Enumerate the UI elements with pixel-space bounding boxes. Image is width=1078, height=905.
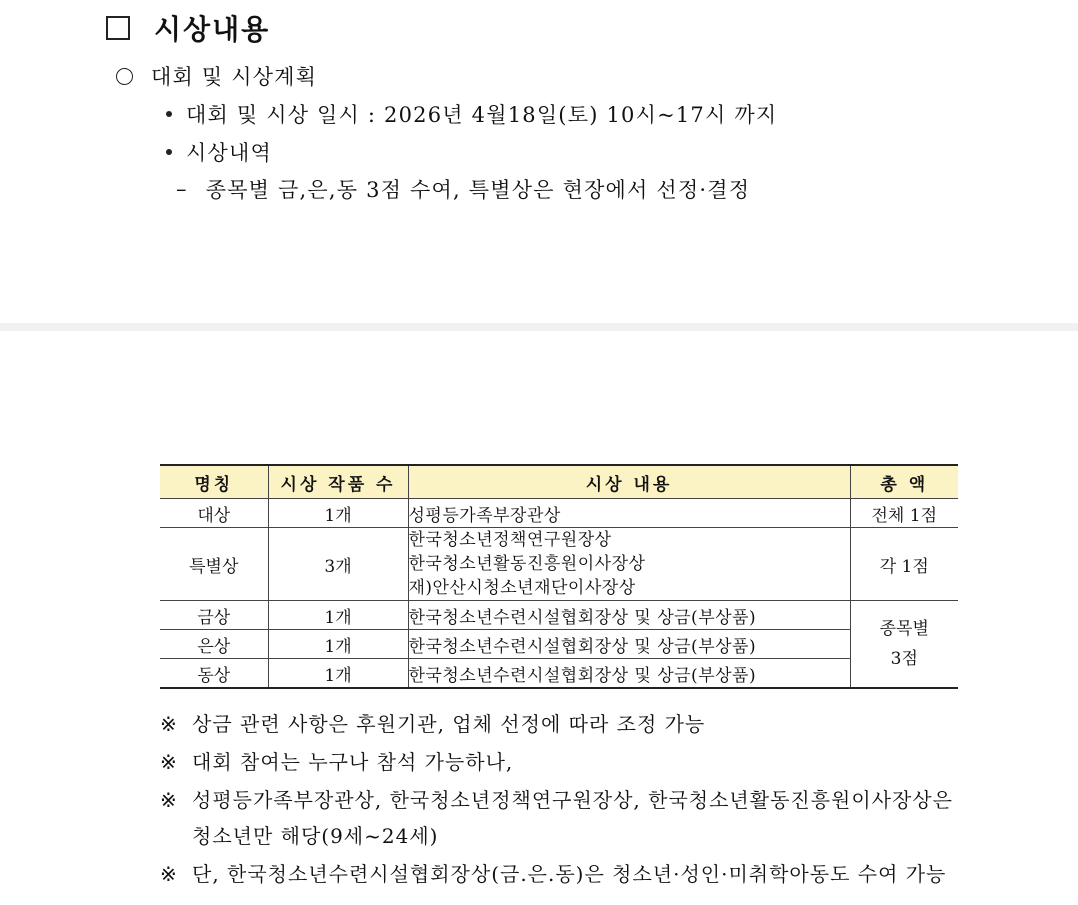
note-2	[160, 746, 513, 775]
note-4	[160, 858, 946, 887]
table-row	[160, 528, 958, 601]
table-row	[160, 499, 958, 528]
reference-mark-icon: ※	[160, 862, 178, 886]
bullet-text: 시상내역	[186, 141, 272, 165]
dash-line	[176, 175, 750, 203]
award-name: 은상	[160, 630, 268, 659]
award-total: 각 1점	[850, 528, 958, 601]
award-count: 1개	[268, 601, 408, 630]
section-title: 시상내용	[154, 13, 271, 46]
circle-bullet-icon	[116, 68, 133, 85]
note-3	[160, 784, 953, 813]
award-name: 금상	[160, 601, 268, 630]
award-total: 전체 1점	[850, 499, 958, 528]
header-content: 시상 내용	[408, 465, 850, 499]
square-bullet-icon	[106, 16, 130, 40]
award-content	[408, 528, 850, 601]
dash-text: 종목별 금,은,동 3점 수여, 특별상은 현장에서 선정·결정	[205, 178, 751, 202]
award-count: 3개	[268, 528, 408, 601]
subtitle: 대회 및 시상계획	[151, 65, 318, 89]
reference-mark-icon: ※	[160, 788, 178, 812]
award-content-line: 재)안산시청소년재단이사장상	[408, 578, 636, 598]
subtitle-line	[116, 62, 317, 90]
note-text: 청소년만 해당(9세~24세)	[192, 824, 439, 848]
bullet-line-2	[166, 138, 272, 166]
dot-bullet-icon	[166, 149, 172, 155]
page-divider	[0, 323, 1078, 331]
award-count: 1개	[268, 630, 408, 659]
reference-mark-icon: ※	[160, 750, 178, 774]
dot-bullet-icon	[166, 111, 172, 117]
table-row	[160, 601, 958, 630]
award-content: 한국청소년수련시설협회장상 및 상금(부상품)	[408, 601, 850, 630]
note-text: 대회 참여는 누구나 참석 가능하나,	[192, 750, 514, 774]
bullet-line-1	[166, 100, 777, 128]
section-heading	[106, 8, 270, 48]
note-text: 성평등가족부장관상, 한국청소년정책연구원장상, 한국청소년활동진흥원이사장상은	[192, 788, 953, 812]
table-row	[160, 630, 958, 659]
note-text: 단, 한국청소년수련시설협회장상(금.은.동)은 청소년·성인·미취학아동도 수여 가능	[192, 862, 947, 886]
table-row	[160, 659, 958, 689]
header-name: 명칭	[160, 465, 268, 499]
award-name: 동상	[160, 659, 268, 689]
award-name: 대상	[160, 499, 268, 528]
header-count: 시상 작품 수	[268, 465, 408, 499]
award-content: 한국청소년수련시설협회장상 및 상금(부상품)	[408, 630, 850, 659]
award-content: 성평등가족부장관상	[408, 499, 850, 528]
note-1	[160, 708, 705, 737]
award-content-line: 한국청소년활동진흥원이사장상	[408, 554, 646, 574]
bullet-text: 대회 및 시상 일시 : 2026년 4월18일(토) 10시~17시 까지	[186, 103, 778, 127]
awards-table	[160, 464, 958, 689]
award-content: 한국청소년수련시설협회장상 및 상금(부상품)	[408, 659, 850, 689]
award-total-merged	[850, 601, 958, 689]
award-count: 1개	[268, 659, 408, 689]
award-content-line: 한국청소년정책연구원장상	[408, 530, 612, 550]
dash-bullet-icon: –	[176, 177, 188, 201]
header-total: 총 액	[850, 465, 958, 499]
table-header-row	[160, 465, 958, 499]
award-count: 1개	[268, 499, 408, 528]
award-total-line: 3점	[890, 649, 918, 669]
award-total-line: 종목별	[879, 619, 929, 639]
note-text: 상금 관련 사항은 후원기관, 업체 선정에 따라 조정 가능	[192, 712, 706, 736]
note-3-continuation	[192, 820, 438, 849]
reference-mark-icon: ※	[160, 712, 178, 736]
award-name: 특별상	[160, 528, 268, 601]
